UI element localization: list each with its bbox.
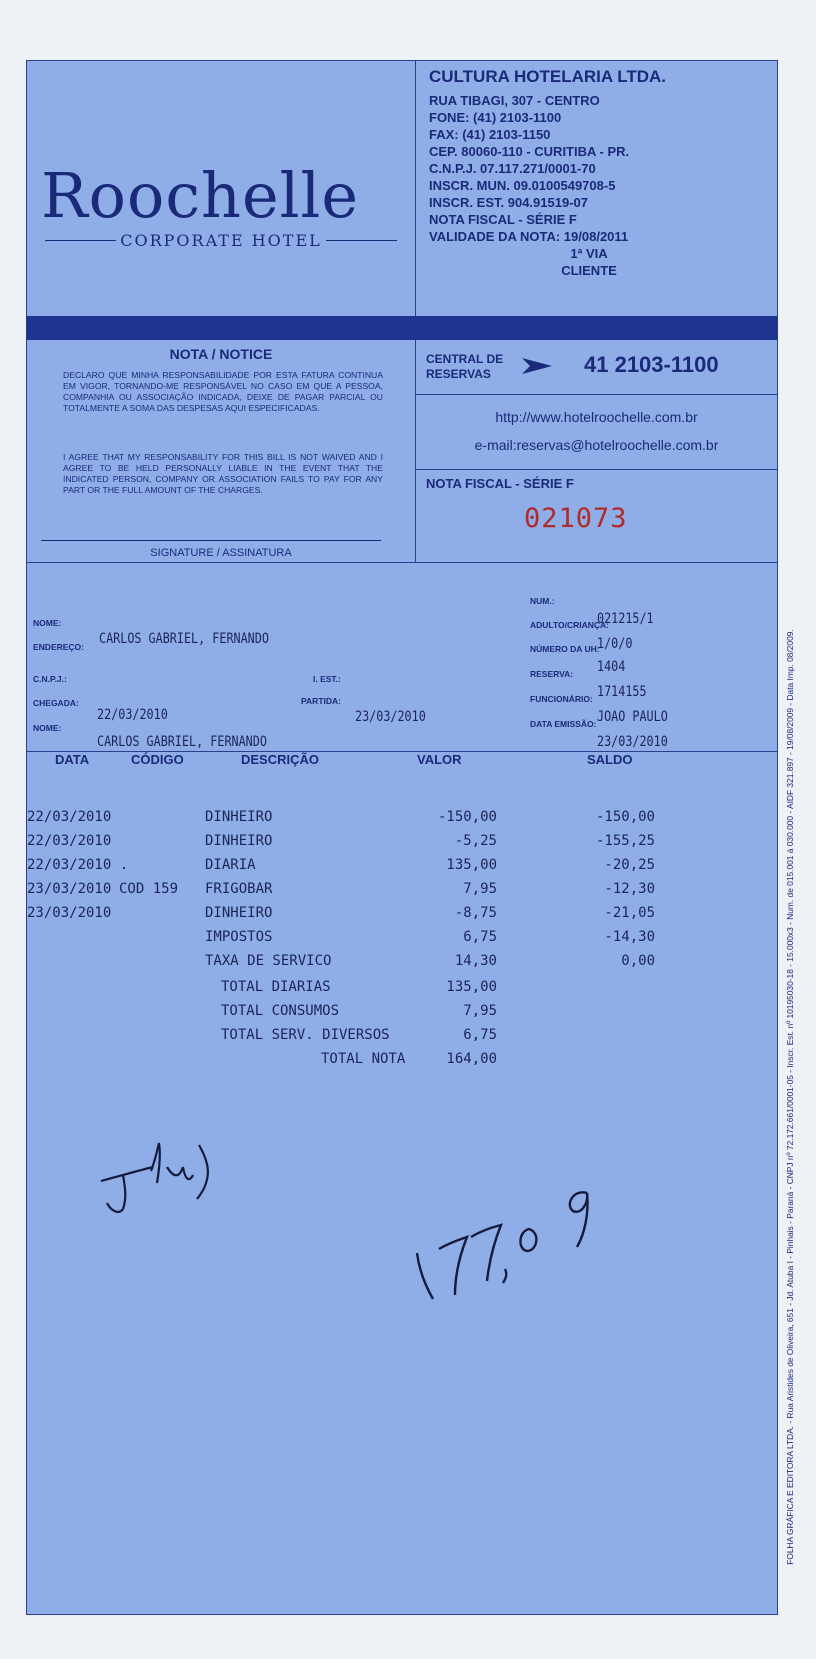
fax-line: FAX: (41) 2103-1150	[429, 127, 551, 142]
table-row: 22/03/2010 . DIARIA 135,00 -20,25	[27, 857, 655, 873]
label-num: NUM.:	[530, 596, 555, 606]
notice-title: NOTA / NOTICE	[169, 346, 273, 362]
validade-line: VALIDADE DA NOTA: 19/08/2011	[429, 229, 629, 244]
num-value: 021215/1	[597, 611, 654, 627]
label-numero-uh: NÚMERO DA UH:	[530, 644, 600, 654]
web-contacts	[416, 395, 777, 470]
phone-line: FONE: (41) 2103-1100	[429, 110, 562, 125]
table-row: IMPOSTOS 6,75 -14,30	[205, 929, 655, 945]
cliente-label: CLIENTE	[561, 263, 617, 278]
total-row: TOTAL CONSUMOS 7,95	[221, 1003, 497, 1019]
arrow-right-icon	[522, 356, 552, 376]
handwritten-amount	[409, 1177, 609, 1307]
address-line: RUA TIBAGI, 307 - CENTRO	[429, 93, 600, 108]
label-adulto-crianca: ADULTO/CRIANÇA:	[530, 620, 610, 630]
website-link[interactable]: http://www.hotelroochelle.com.br	[495, 409, 698, 425]
nota-fiscal-number: 021073	[524, 503, 628, 534]
label-iest: I. EST.:	[313, 674, 341, 684]
total-row: TOTAL SERV. DIVERSOS 6,75	[221, 1027, 497, 1043]
central-reservas	[416, 340, 777, 395]
inscr-mun-line: INSCR. MUN. 09.0100549708-5	[429, 178, 616, 193]
col-header-descricao: DESCRIÇÃO	[241, 752, 320, 767]
company-name: CULTURA HOTELARIA LTDA.	[429, 67, 667, 86]
table-row: 22/03/2010 DINHEIRO -5,25 -155,25	[27, 833, 655, 849]
data-emissao-value: 23/03/2010	[597, 734, 668, 750]
reservas-phone: 41 2103-1100	[584, 352, 719, 377]
col-header-codigo: CÓDIGO	[131, 752, 184, 767]
funcionario-nome: JOAO PAULO	[597, 709, 668, 725]
logo-area	[27, 61, 416, 316]
label-nome: NOME:	[33, 618, 62, 628]
nota-fiscal-serie-line: NOTA FISCAL - SÉRIE F	[429, 212, 577, 227]
signature-label: SIGNATURE / ASSINATURA	[150, 547, 292, 559]
label-data-emissao: DATA EMISSÃO:	[530, 719, 597, 729]
hotel-logo-subtitle: CORPORATE HOTEL	[45, 231, 397, 250]
label-funcionario: FUNCIONÁRIO:	[530, 694, 593, 704]
col-header-valor: VALOR	[417, 752, 462, 767]
table-row: 23/03/2010 COD 159 FRIGOBAR 7,95 -12,30	[27, 881, 655, 897]
table-row: 23/03/2010 DINHEIRO -8,75 -21,05	[27, 905, 655, 921]
email-link[interactable]: e-mail:reservas@hotelroochelle.com.br	[474, 437, 719, 453]
table-row: TAXA DE SERVICO 14,30 0,00	[205, 953, 655, 969]
company-info	[429, 67, 769, 279]
label-endereco: ENDEREÇO:	[33, 642, 85, 652]
label-cnpj: C.N.P.J.:	[33, 674, 67, 684]
cnpj-line: C.N.P.J. 07.117.271/0001-70	[429, 161, 596, 176]
label-reserva: RESERVA:	[530, 669, 574, 679]
funcionario-id: 1714155	[597, 684, 647, 700]
notice-text-pt: DECLARO QUE MINHA RESPONSABILIDADE POR ESTA FATURA CONTINUA EM VIGOR, TORNANDO-ME RESPONSÁVEL NO CASO EM QUE A PESSOA, COMPANHIA OU ASSOCIAÇÃO INDICADA, DEIXE DE PAGAR PARCIAL OU TOTALMENTE A SOMA DAS DESPESAS AQUI ESPECIFICADAS.	[63, 370, 383, 413]
notice-text-en: I AGREE THAT MY RESPONSABILITY FOR THIS BILL IS NOT WAIVED AND I AGREE TO BE HELD PERSONALLY LIABLE IN THE EVENT THAT THE INDICATED PERSON, COMPANY OR ASSOCIATION FAILS TO PAY FOR ANY PART OR THE FULL AMOUNT OF THE CHARGES.	[63, 452, 383, 495]
via-label: 1ª VIA	[570, 246, 608, 261]
total-nota-row: TOTAL NOTA 164,00	[321, 1051, 497, 1067]
nota-fiscal-box	[416, 470, 777, 562]
col-header-saldo: SALDO	[587, 752, 633, 767]
label-partida: PARTIDA:	[301, 696, 341, 706]
header-band	[27, 316, 777, 340]
printer-side-text: FOLHA GRÁFICA E EDITORA LTDA. - Rua Aristides de Oliveira, 651 - Jd. Atuba I - Pinhais - Paraná - CNPJ nº 72.172.661/0001-05 - Inscr. Est. nº 10195030-18 - 15.000x3 - Num. de 015.001 à 030.000 - AIDF 321.897 - 19/08/2009 - Data Imp. 08/2009.	[785, 629, 795, 1565]
hotel-logo-word: Roochelle	[41, 159, 360, 232]
handwritten-initials	[93, 1131, 233, 1221]
table-row: 22/03/2010 DINHEIRO -150,00 -150,00	[27, 809, 655, 825]
label-chegada: CHEGADA:	[33, 698, 79, 708]
departure-date: 23/03/2010	[355, 709, 426, 725]
arrival-date: 22/03/2010	[97, 707, 168, 723]
inscr-est-line: INSCR. EST. 904.91519-07	[429, 195, 588, 210]
label-nome-2: NOME:	[33, 723, 62, 733]
invoice-sheet	[26, 60, 778, 1615]
col-header-data: DATA	[55, 752, 90, 767]
reserva-value: 1404	[597, 659, 626, 675]
nota-fiscal-label: NOTA FISCAL - SÉRIE F	[426, 476, 574, 491]
total-row: TOTAL DIARIAS 135,00	[221, 979, 497, 995]
section-divider	[27, 562, 777, 563]
notice-section	[27, 340, 416, 562]
signature-line	[41, 540, 381, 541]
guest-name-2: CARLOS GABRIEL, FERNANDO	[97, 734, 267, 750]
cep-line: CEP. 80060-110 - CURITIBA - PR.	[429, 144, 630, 159]
guest-name: CARLOS GABRIEL, FERNANDO	[99, 631, 269, 647]
central-reservas-label: CENTRAL DE RESERVAS	[426, 352, 504, 381]
adulto-value: 1/0/0	[597, 636, 633, 652]
